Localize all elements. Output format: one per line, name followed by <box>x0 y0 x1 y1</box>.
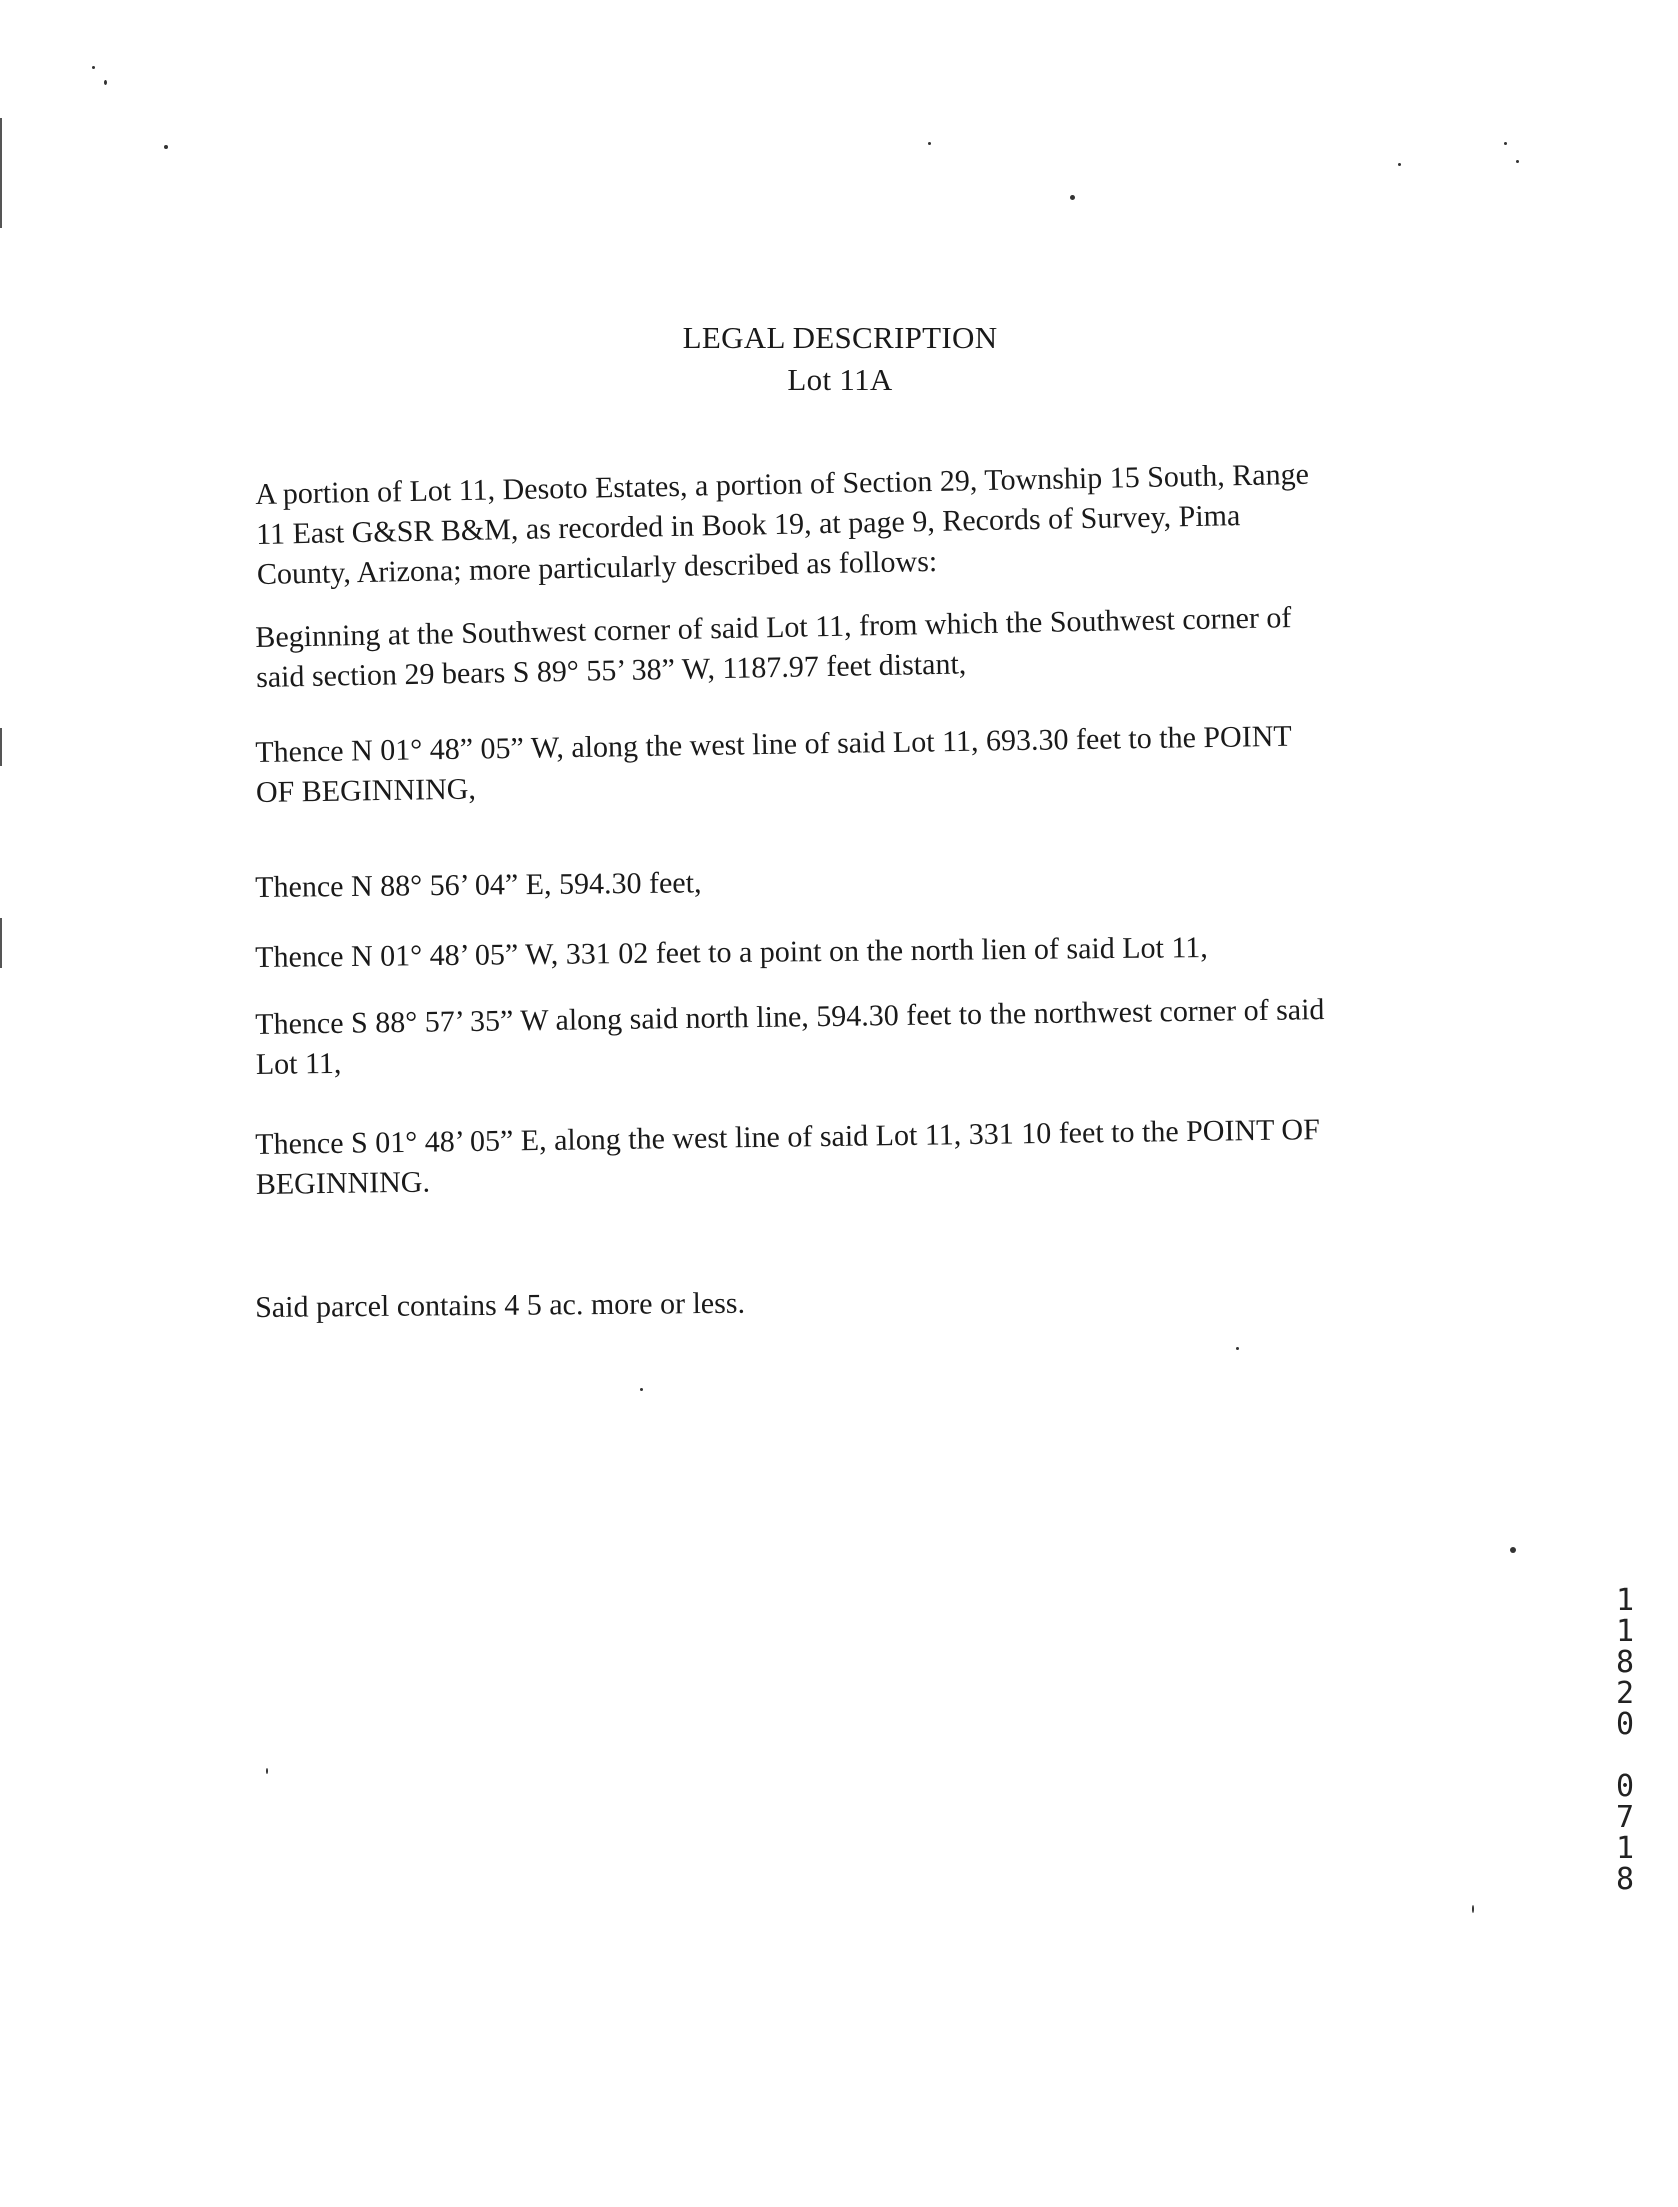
scan-speck <box>1510 1547 1516 1553</box>
paragraph-intro <box>255 452 1467 595</box>
scan-speck <box>92 66 95 69</box>
text-line: Thence N 01° 48’ 05” W, 331 02 feet to a point on the north lien of said Lot 11, <box>255 931 1208 974</box>
scan-edge-line <box>0 728 2 766</box>
scan-speck <box>1516 160 1519 163</box>
paragraph-course-2 <box>255 855 1465 908</box>
paragraph-course-4 <box>255 988 1466 1085</box>
scan-speck <box>1398 163 1401 166</box>
text-line: Thence N 88° 56’ 04” E, 594.30 feet, <box>255 866 702 904</box>
scan-edge-line <box>0 918 2 968</box>
scan-edge-line <box>0 118 2 228</box>
document-title: LEGAL DESCRIPTION <box>682 320 998 355</box>
recording-stamp-number: 1 1 8 2 0 0 7 1 8 <box>1615 1583 1635 1897</box>
text-line: Lot 11, <box>255 1046 342 1081</box>
text-line: said section 29 bears S 89° 55’ 38” W, 1187.97 feet distant, <box>255 647 967 694</box>
text-line: Beginning at the Southwest corner of said Lot 11, from which the Southwest corner of <box>255 601 1292 654</box>
text-line: Said parcel contains 4 5 ac. more or less. <box>255 1286 746 1324</box>
scan-speck <box>928 142 931 145</box>
text-line: 11 East G&SR B&M, as recorded in Book 19, at page 9, Records of Survey, Pima <box>255 499 1241 551</box>
scan-speck <box>1236 1347 1239 1350</box>
paragraph-course-3 <box>255 925 1465 978</box>
document-subtitle: Lot 11A <box>787 362 893 397</box>
scan-speck <box>1472 1905 1474 1913</box>
scan-speck <box>1504 142 1507 145</box>
scan-speck <box>266 1768 268 1774</box>
text-line: Thence N 01° 48” 05” W, along the west line of said Lot 11, 693.30 feet to the POINT <box>255 719 1292 769</box>
text-line: Thence S 88° 57’ 35” W along said north line, 594.30 feet to the northwest corner of said <box>255 993 1325 1041</box>
scan-speck <box>104 80 107 85</box>
text-line: OF BEGINNING, <box>255 772 477 809</box>
scan-speck <box>640 1388 643 1391</box>
text-line: A portion of Lot 11, Desoto Estates, a portion of Section 29, Township 15 South, Range <box>255 457 1310 511</box>
scan-speck <box>164 145 168 149</box>
text-line: BEGINNING. <box>255 1165 431 1201</box>
text-line: County, Arizona; more particularly described as follows: <box>256 544 938 591</box>
paragraph-course-5 <box>255 1108 1466 1205</box>
scan-speck <box>1070 195 1075 200</box>
paragraph-beginning <box>255 595 1466 698</box>
paragraph-course-1 <box>255 714 1466 813</box>
paragraph-acreage <box>255 1277 1465 1328</box>
text-line: Thence S 01° 48’ 05” E, along the west line of said Lot 11, 331 10 feet to the POINT OF <box>255 1113 1320 1161</box>
